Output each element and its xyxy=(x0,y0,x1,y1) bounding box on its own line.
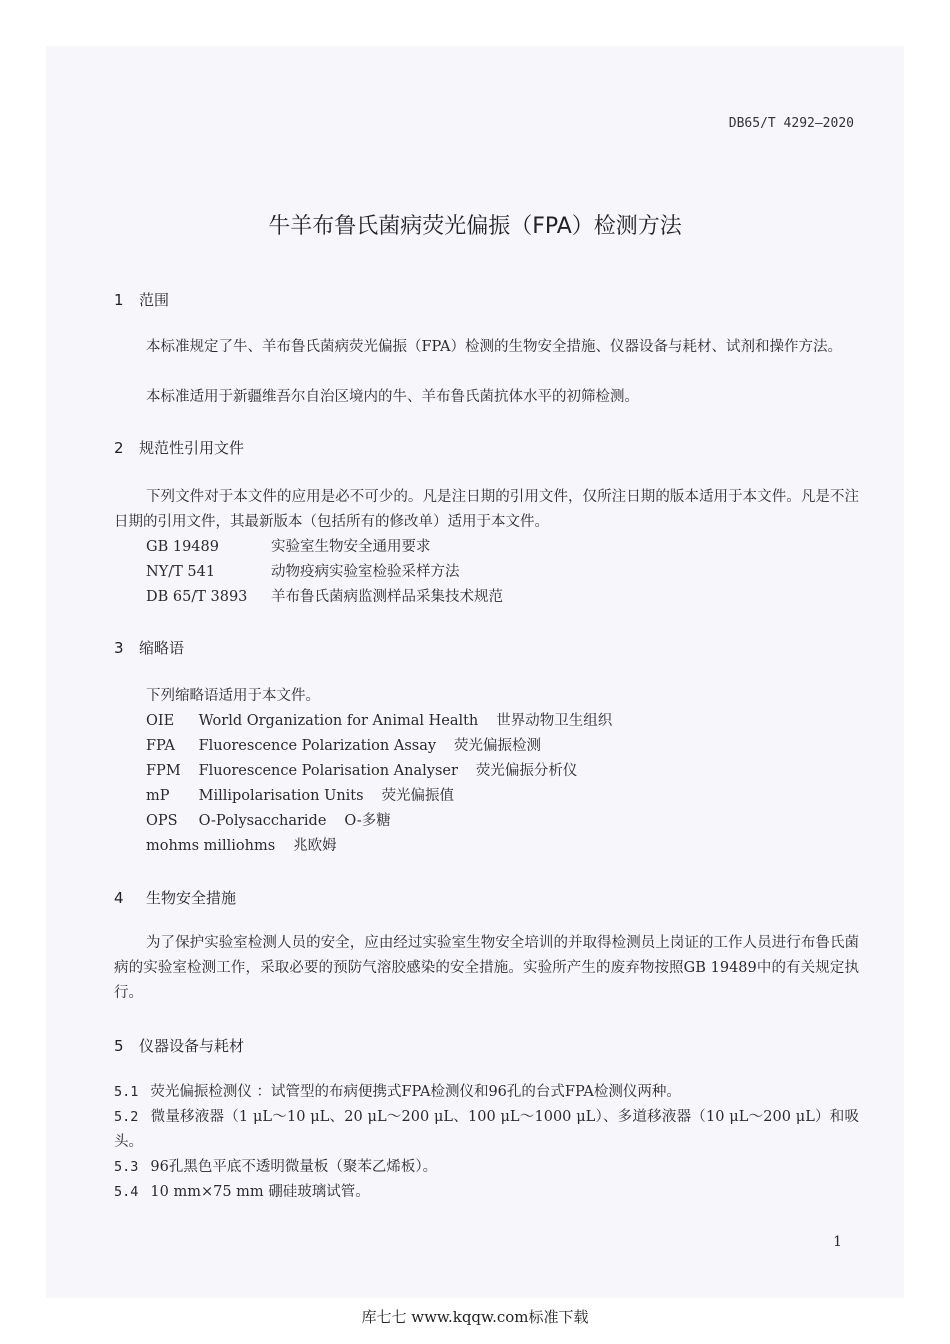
section-title: 缩略语 xyxy=(139,639,185,657)
equipment-item xyxy=(114,1105,859,1155)
scope-paragraph-1: 本标准规定了牛、羊布鲁氏菌病荧光偏振（FPA）检测的生物安全措施、仪器设备与耗材、试剂和操作方法。 xyxy=(146,339,842,355)
reference-code: GB 19489 xyxy=(146,539,219,555)
item-text: 微量移液器（1 μL～10 μL、20 μL～200 μL、100 μL～1000 μL）、多道移液器（10 μL～200 μL）和吸头。 xyxy=(114,1109,859,1150)
section-number: 2 xyxy=(114,439,124,457)
abbreviation-code: FPA xyxy=(146,738,175,754)
abbreviation-chinese: O-多糖 xyxy=(344,813,391,829)
section-title: 生物安全措施 xyxy=(146,889,237,907)
section-2-heading xyxy=(114,437,244,458)
biosafety-paragraph: 为了保护实验室检测人员的安全，应由经过实验室生物安全培训的并取得检测员上岗证的工作人员进行布鲁氏菌病的实验室检测工作，采取必要的预防气溶胶感染的安全措施。实验所产生的废弃物按照GB 19489中的有关规定执行。 xyxy=(114,935,859,1001)
reference-title: 实验室生物安全通用要求 xyxy=(271,539,431,555)
item-text: 10 mm×75 mm 硼硅玻璃试管。 xyxy=(150,1184,370,1200)
section-title: 仪器设备与耗材 xyxy=(139,1037,245,1055)
page-number: 1 xyxy=(833,1234,842,1250)
abbreviation-english: World Organization for Animal Health xyxy=(198,713,479,729)
abbreviation-code: OIE xyxy=(146,713,175,729)
footer-watermark: 库七七 www.kqqw.com标准下载 xyxy=(361,1308,589,1326)
document-title: 牛羊布鲁氏菌病荧光偏振（FPA）检测方法 xyxy=(268,214,682,239)
standard-code: DB65/T 4292—2020 xyxy=(728,116,854,131)
abbreviation-english: Fluorescence Polarisation Analyser xyxy=(198,763,458,779)
section-number: 3 xyxy=(114,639,124,657)
section-5-heading xyxy=(114,1035,244,1056)
reference-title: 羊布鲁氏菌病监测样品采集技术规范 xyxy=(271,589,503,605)
abbreviation-code: mP xyxy=(146,788,170,804)
abbreviation-chinese: 荧光偏振值 xyxy=(381,788,455,804)
section-1-heading xyxy=(114,289,169,310)
abbreviation-code: mohms xyxy=(146,838,200,854)
abbreviation-english: Millipolarisation Units xyxy=(198,788,364,804)
item-number: 5.4 xyxy=(114,1184,139,1200)
abbreviation-item xyxy=(146,709,612,734)
abbreviation-chinese: 世界动物卫生组织 xyxy=(496,713,613,729)
section-3-heading xyxy=(114,637,184,658)
abbreviation-english: O-Polysaccharide xyxy=(198,813,327,829)
abbreviation-chinese: 荧光偏振分析仪 xyxy=(475,763,578,779)
item-number: 5.2 xyxy=(114,1109,139,1125)
section-4-heading xyxy=(114,887,236,908)
scope-paragraph-2: 本标准适用于新疆维吾尔自治区境内的牛、羊布鲁氏菌抗体水平的初筛检测。 xyxy=(146,389,639,405)
abbreviation-item xyxy=(146,834,612,859)
section-title: 规范性引用文件 xyxy=(139,439,245,457)
section-number: 5 xyxy=(114,1037,124,1055)
equipment-item xyxy=(114,1180,859,1205)
abbreviations-intro: 下列缩略语适用于本文件。 xyxy=(146,688,320,704)
abbreviation-english: milliohms xyxy=(203,838,276,854)
reference-item xyxy=(146,585,503,610)
item-number: 5.3 xyxy=(114,1159,139,1175)
equipment-item xyxy=(114,1155,859,1180)
abbreviation-item xyxy=(146,759,612,784)
abbreviation-code: FPM xyxy=(146,763,181,779)
document-page xyxy=(46,46,904,1298)
reference-item xyxy=(146,535,503,560)
abbreviation-list xyxy=(146,709,612,859)
references-intro: 下列文件对于本文件的应用是必不可少的。凡是注日期的引用文件，仅所注日期的版本适用于本文件。凡是不注日期的引用文件，其最新版本（包括所有的修改单）适用于本文件。 xyxy=(114,489,859,530)
section-number: 4 xyxy=(114,889,124,907)
item-number: 5.1 xyxy=(114,1084,139,1100)
section-title: 范围 xyxy=(139,291,170,309)
abbreviation-item xyxy=(146,809,612,834)
abbreviation-item xyxy=(146,734,612,759)
item-text: 96孔黑色平底不透明微量板（聚苯乙烯板）。 xyxy=(150,1159,438,1175)
reference-code: DB 65/T 3893 xyxy=(146,589,248,605)
item-text: 荧光偏振检测仪 ：试管型的布病便携式FPA检测仪和96孔的台式FPA检测仪两种。 xyxy=(150,1084,681,1100)
abbreviation-item xyxy=(146,784,612,809)
section-number: 1 xyxy=(114,291,124,309)
reference-list xyxy=(146,535,503,610)
abbreviation-english: Fluorescence Polarization Assay xyxy=(198,738,437,754)
reference-code: NY/T 541 xyxy=(146,564,216,580)
abbreviation-chinese: 荧光偏振检测 xyxy=(454,738,542,754)
reference-title: 动物疫病实验室检验采样方法 xyxy=(271,564,460,580)
reference-item xyxy=(146,560,503,585)
abbreviation-code: OPS xyxy=(146,813,178,829)
abbreviation-chinese: 兆欧姆 xyxy=(293,838,337,854)
equipment-item xyxy=(114,1080,859,1105)
